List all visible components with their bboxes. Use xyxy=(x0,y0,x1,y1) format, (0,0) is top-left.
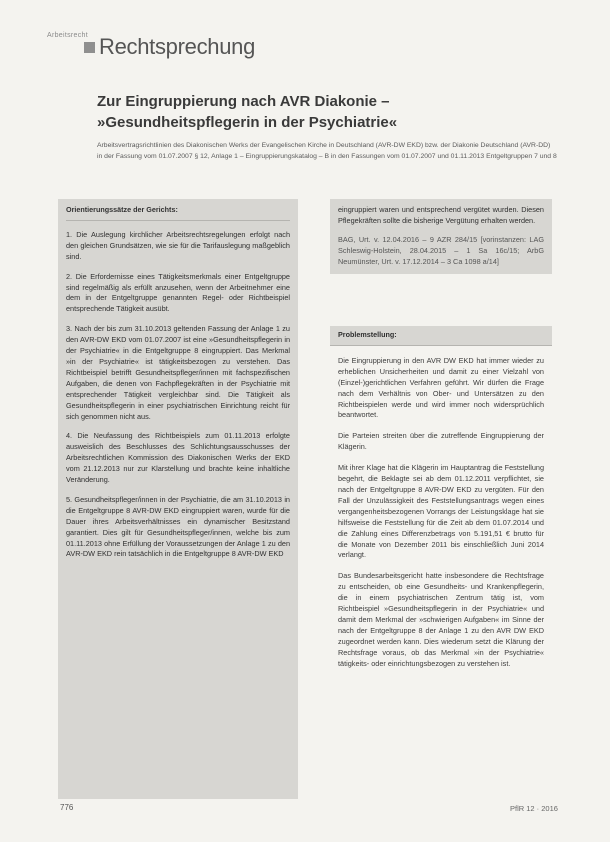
article-intro: Arbeitsvertragsrichtlinien des Diakonischen Werks der Evangelischen Kirche in Deutschland (AVR-DW EKD) bzw. der Diakonie Deutschland (AVR-DD) in der Fassung vom 01.07.2007 § 12, Anlage 1 – Eingruppierungskatalog – B in den Fassungen vom 01.07.2007 und 01.11.2013 Entgeltgruppen 7 und 8 xyxy=(97,142,557,160)
article-title xyxy=(97,91,527,133)
court-citation: BAG, Urt. v. 12.04.2016 – 9 AZR 284/15 [vorinstanzen: LAG Schleswig-Holstein, 28.04.2015 – 1 Sa 16c/15; ArbG Neumünster, Urt. v. 17.12.2014 – 3 Ca 1098 a/14] xyxy=(338,234,544,266)
guidelines-box xyxy=(58,199,298,799)
article-title-line-1: Zur Eingruppierung nach AVR Diakonie – xyxy=(97,93,390,110)
problem-paragraph-3: Mit ihrer Klage hat die Klägerin im Hauptantrag die Feststellung begehrt, die Beklagte sei ab dem 01.12.2011 verpflichtet, sie nach der Entgeltgruppe 8 AVR-DW EKD zu vergüten. Für den Fall der Unzulässigkeit des Feststellungsantrags wegen eines vergangenheitsbezogenen Vorrangs der Leistungsklage hat sie hilfsweise die Feststellung für die Zeit ab dem 01.07.2014 und die Zahlung eines Differenzbetrags von 5.191,51 € brutto für die Monate von Dezember 2011 bis einschließlich Juni 2014 verlangt. xyxy=(338,463,544,560)
problem-paragraph-4: Das Bundesarbeitsgericht hatte insbesondere die Rechtsfrage zu entscheiden, ob eine Gesundheits- und Krankenpflegerin, die in einem psychiatrischen Zentrum tätig ist, vom Richtbeispiel »Gesundheitspflegerin in der Psychiatrie« und damit dem Merkmal der »schwierigen Aufgaben« im Sinne der nach der Entgeltgruppe 8 der Anlage 1 zu den AVR DW EKD zugeordnet werden kann. Dies wiederum setzt die Klärung der Rechtsfrage voraus, ob das Merkmal »in der Psychiatrie« tätigkeits- oder einrichtungsbezogen zu verstehen ist. xyxy=(338,571,544,668)
problem-section xyxy=(330,326,552,669)
article-title-line-2: »Gesundheitspflegerin in der Psychiatrie« xyxy=(97,114,398,131)
guideline-5: 5. Gesundheitspfleger/innen in der Psychiatrie, die am 31.10.2013 in die Entgeltgruppe 8 AVR-DW EKD eingruppiert waren, wurde für die Dauer ihres Arbeitsverhältnisses ein dynamischer Besitzstand garantiert. Dies gilt für Gesundheitspfleger/innen, welche bis zum 01.11.2013 ohne Erfüllung der Voraussetzungen der Anlage 1 zu den AVR-DW EKD rein tatsächlich in die Entgeltgruppe 8 AVR-DW EKD xyxy=(66,494,290,559)
guideline-3: 3. Nach der bis zum 31.10.2013 geltenden Fassung der Anlage 1 zu den AVR-DW EKD vom 01.07.2007 ist eine »Gesundheitspflegerin in der Psychiatrie« in die Entgeltgruppe 8 eingruppiert. Das Merkmal »in der Psychiatrie« ist tätigkeitsbezogen zu verstehen. Das Richtbeispiel betrifft Gesundheitspfleger/innen mit fachspezifischen Aufgaben, die denen von Fachpflegekräften in der Psychiatrie mit entsprechender Tätigkeit vergleichbar sind. Die Tätigkeit als Gesundheitspflegerin in einer psychiatrischen Einrichtung reicht für sich genommen nicht aus. xyxy=(66,324,290,421)
guidelines-continuation xyxy=(330,199,552,274)
problem-paragraph-2: Die Parteien streiten über die zutreffende Eingruppierung der Klägerin. xyxy=(338,431,544,452)
journal-issue: PflR 12 · 2016 xyxy=(510,804,558,813)
problem-title: Problemstellung: xyxy=(330,326,552,346)
guideline-1: 1. Die Auslegung kirchlicher Arbeitsrechtsregelungen erfolgt nach den gleichen Grundsätzen, wie sie für die Tarifauslegung maßgeblich sind. xyxy=(66,229,290,261)
section-marker xyxy=(84,42,95,53)
section-kicker: Arbeitsrecht xyxy=(47,32,88,39)
guideline-2: 2. Die Erfordernisse eines Tätigkeitsmerkmals einer Entgeltgruppe sind regelmäßig als erfüllt anzusehen, wenn der Arbeitnehmer eine dem in der Entgeltgruppe genannten Regel- oder Richtbeispiel entsprechende Tätigkeit ausübt. xyxy=(66,271,290,314)
section-title: Rechtsprechung xyxy=(99,34,256,59)
guideline-4: 4. Die Neufassung des Richtbeispiels zum 01.11.2013 erfolgte ausweislich des Beschlusses des Schlichtungsausschusses der Arbeitsrechtlichen Kommission des Diakonischen Werks der EKD vom 21.12.2013 nur zur Klarstellung und brachte keine inhaltliche Veränderung. xyxy=(66,431,290,485)
page-number: 776 xyxy=(60,803,74,812)
guidelines-title: Orientierungssätze der Gerichts: xyxy=(66,205,290,221)
continuation-text: eingruppiert waren und entsprechend vergütet wurden. Diesen Pflegekräften sollte die bisherige Vergütung erhalten werden. xyxy=(338,205,544,225)
problem-paragraph-1: Die Eingruppierung in den AVR DW EKD hat immer wieder zu erheblichen Unsicherheiten und damit zu einer Vielzahl von (Einzel-)gerichtlichen Verfahren geführt. Wir dürfen die Frage nach dem Verhältnis von Ober- und Untersätzen zu den Richtbeispielen werde und wird immer noch widersprüchlich beantwortet. xyxy=(338,355,544,420)
